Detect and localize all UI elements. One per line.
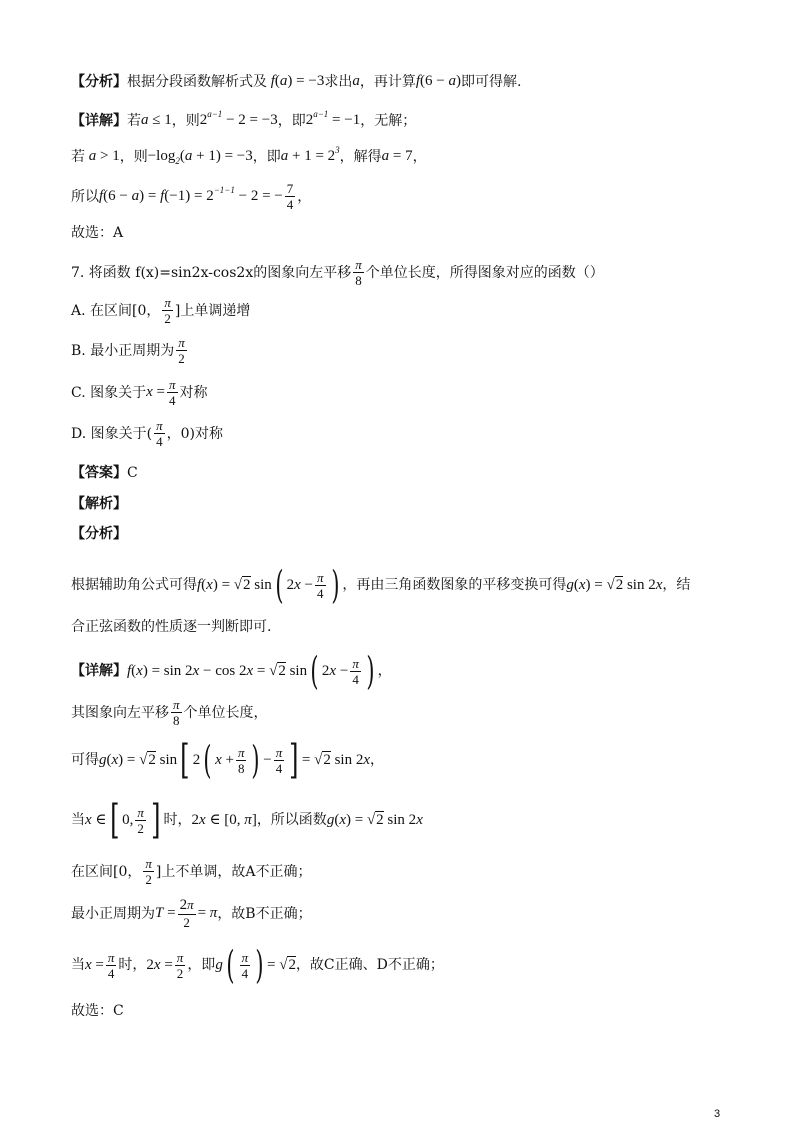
answer-line <box>71 466 138 480</box>
fraction-seven-fourths: $\frac{7}{4}$ <box>286 181 294 212</box>
fraction-pi-8: $\frac{\pi}{8}$ <box>355 257 362 288</box>
detail-step-7: 当 x = $\frac{\pi}{4}$ 时， 2x = $\frac{\pi}{2}$ ，即 g ( $\frac{\pi}{4}$ ) = √2 ，故C正确、D不正确； <box>71 943 444 987</box>
page-number: 3 <box>714 1108 721 1120</box>
analysis-paragraph-2: 合正弦函数的性质逐一判断即可. <box>71 619 272 635</box>
analysis-tag: 【分析】 <box>71 73 127 90</box>
detail-step-5: 在区间[0， $\frac{\pi}{2}$ ]上不单调，故A不正确； <box>71 856 312 887</box>
option-d: D. 图象关于( $\frac{\pi}{4}$ ，0)对称 <box>71 418 223 449</box>
answer-value: C <box>127 465 138 481</box>
line-detail-3: 所以 $f(6 - a) = f(-1) = 2^{-1-1} - 2$ = − $\frac{7}{4}$ ， <box>71 181 312 212</box>
line-answer-1: 故选：A <box>71 225 124 241</box>
detail-step-2: 其图象向左平移 $\frac{\pi}{8}$ 个单位长度， <box>71 697 268 728</box>
option-c: C. 图象关于 x = $\frac{\pi}{4}$ 对称 <box>71 377 208 408</box>
analysis-paragraph-1: 根据辅助角公式可得 f(x) = √2 sin ( 2x − $\frac{\pi}{4}$ ) ，再由三角函数图象的平移变换可得 g(x) = √2 sin 2x ，结 <box>71 563 691 607</box>
option-b: B. 最小正周期为 $\frac{\pi}{2}$ <box>71 335 185 366</box>
formula: f(a) = −3 <box>267 73 325 89</box>
option-a: A. 在区间[0， $\frac{\pi}{2}$ ]上单调递增 <box>71 295 251 326</box>
line-analysis-1: 【分析】 根据分段函数解析式及 f(a) = −3 求出 a ，再计算 f(6 − a) 即可得解. <box>71 73 522 90</box>
fenxi-heading: 【分析】 <box>71 526 127 542</box>
line-detail-2: 若 a > 1 ，则 $-\log_2(a + 1) = -3$ ，即 $a + 1 = 2^3$ ，解得 a = 7 ， <box>71 145 427 166</box>
line-detail-1: 【详解】 若 a ≤ 1 ，则 $2^{a-1} - 2 = -3$ ，即 $2^{a-1} = -1$ ，无解； <box>71 109 417 129</box>
detail-tag: 【详解】 <box>71 112 127 129</box>
detail-step-8: 故选：C <box>71 1003 124 1019</box>
detail-step-1: 【详解】 f(x) = sin 2x − cos 2x = √2 sin ( 2x − $\frac{\pi}{4}$ ) ， <box>71 649 392 693</box>
detail-step-3: 可得 g(x) = √2 sin [ 2 ( x + $\frac{\pi}{8}$ ) − $\frac{\pi}{4}$ ] = √2 sin 2x ， <box>71 737 385 783</box>
question-7: 7. 将函数 f(x)=sin2x-cos2x的图象向左平移 $\frac{\pi}{8}$ 个单位长度，所得图象对应的函数（） <box>71 257 604 288</box>
jiexi-heading: 【解析】 <box>71 496 127 512</box>
detail-step-4: 当 x ∈ [ 0, $\frac{\pi}{2}$ ] 时， 2x ∈ [0, π] ，所以函数 g(x) = √2 sin 2x <box>71 797 423 843</box>
detail-step-6: 最小正周期为 T = $\frac{2\pi}{2}$ = π ，故B不正确； <box>71 897 312 930</box>
answer-tag: 【答案】 <box>71 465 127 481</box>
